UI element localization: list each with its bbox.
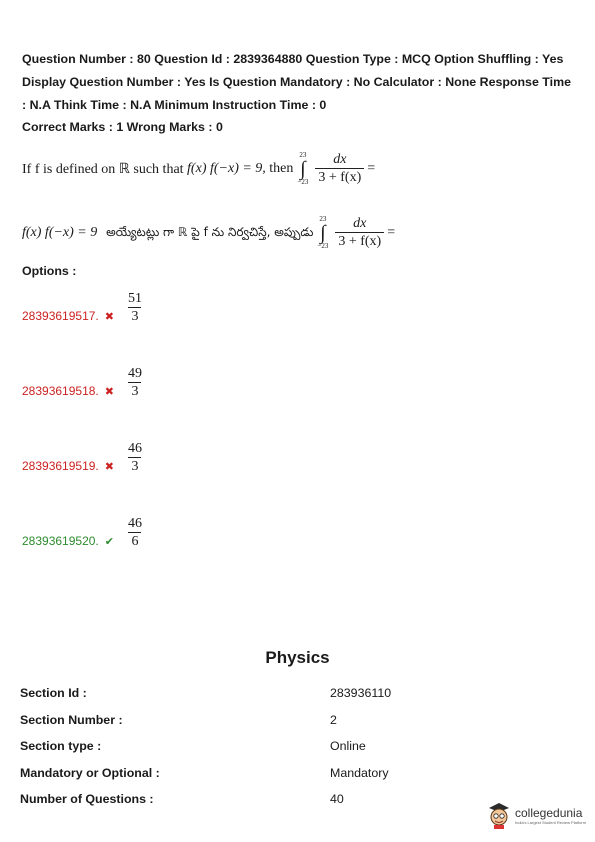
check-icon: ✔ [104,536,114,548]
table-row: Section Id : 283936110 [20,686,392,701]
logo-tagline: India's Largest Student Review Platform [515,819,587,825]
option-fraction: $\frac{51}{3}$ [127,291,142,324]
option-1 [22,291,148,325]
option-2 [22,366,148,400]
options-label: Options : [22,264,77,278]
question-prefix: If f is defined on ℝ such that [22,161,184,177]
table-row: Mandatory or Optional : Mandatory [20,765,389,780]
integral-sign: 23 ∫ −23 [317,215,329,250]
table-row: Section type : Online [20,739,366,754]
option-id: 28393619520. [22,534,99,548]
meta-line: Display Question Number : Yes Is Question Mandatory : No Calculator : None Response Time [22,75,571,89]
question-condition: f(x) f(−x) = 9, [187,161,266,176]
question-telugu-text: అయ్యేటట్లు గా ℝ పై f ను నిర్వచిస్తే, అప్పుడు [106,224,314,239]
section-info-table [20,680,560,813]
question-meta [22,48,582,117]
integrand-fraction: $\frac{dx}{3 + f(x)}$ [315,152,364,186]
cross-icon: ✖ [104,311,114,323]
option-id: 28393619517. [22,309,99,323]
option-fraction: $\frac{46}{3}$ [127,441,142,474]
cross-icon: ✖ [104,386,114,398]
integral-sign: 23 ∫ −23 [297,151,309,186]
option-fraction: $\frac{46}{6}$ [127,516,142,549]
equals-sign: = [367,161,376,176]
table-row: Section Number : 2 [20,712,337,727]
section-title: Physics [265,648,330,667]
equals-sign: = [387,225,396,240]
option-fraction: $\frac{49}{3}$ [127,366,142,399]
integrand-fraction: $\frac{dx}{3 + f(x)}$ [335,216,384,250]
marks-line: Correct Marks : 1 Wrong Marks : 0 [22,120,223,134]
meta-line: : N.A Think Time : N.A Minimum Instruction Time : 0 [22,98,327,112]
cross-icon: ✖ [104,461,114,473]
logo-name: collegedunia [515,805,583,820]
option-id: 28393619519. [22,459,99,473]
option-3 [22,441,148,475]
option-id: 28393619518. [22,384,99,398]
question-telugu [22,216,395,250]
table-row: Number of Questions : 40 [20,792,344,807]
question-english [22,152,375,186]
question-condition: f(x) f(−x) = 9 [22,225,98,240]
option-4 [22,516,148,550]
meta-line: Question Number : 80 Question Id : 2839364880 Question Type : MCQ Option Shuffling : Yes [22,52,564,66]
mascot-icon [486,800,512,830]
question-then: then [269,161,294,176]
collegedunia-logo [486,800,586,830]
